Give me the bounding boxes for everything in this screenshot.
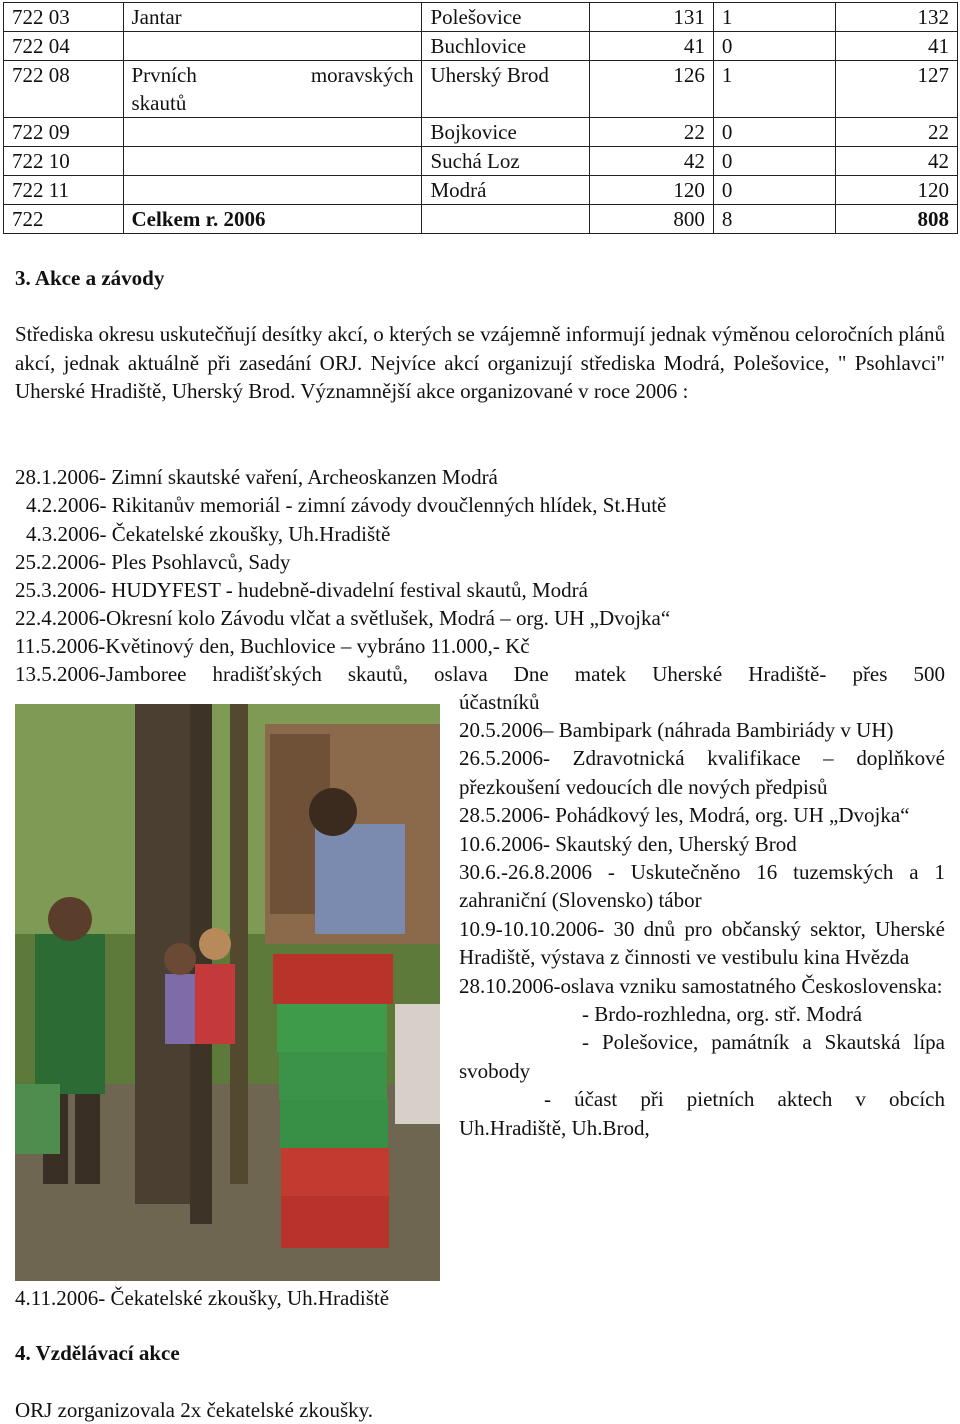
table-cell — [123, 32, 422, 61]
table-cell: 126 — [589, 61, 713, 118]
table-cell: Bojkovice — [422, 118, 589, 147]
event-item: 4.11.2006- Čekatelské zkoušky, Uh.Hradiště — [15, 1286, 390, 1310]
cell-text: Prvních — [131, 63, 197, 87]
table-cell — [422, 205, 589, 234]
table-cell: 42 — [589, 147, 713, 176]
event-item: 26.5.2006- Zdravotnická kvalifikace – doplňkové přezkoušení vedoucích dle nových předpisů — [459, 746, 945, 799]
table-cell: 1 — [713, 3, 835, 32]
table-cell: Jantar — [123, 3, 422, 32]
section-3-heading: 3. Akce a závody — [15, 266, 165, 290]
event-item: 25.3.2006- HUDYFEST - hudebně-divadelní festival skautů, Modrá — [15, 578, 588, 602]
event-item: 4.2.2006- Rikitanův memoriál - zimní závody dvoučlenných hlídek, St.Hutě — [26, 493, 667, 517]
event-item-continuation: účastníků — [459, 690, 540, 714]
event-item: 25.2.2006- Ples Psohlavců, Sady — [15, 550, 291, 574]
event-item: 22.4.2006-Okresní kolo Závodu vlčat a světlušek, Modrá – org. UH „Dvojka“ — [15, 606, 671, 630]
event-subitem: - Polešovice, památník a Skautská lípa svobody — [459, 1030, 945, 1083]
table-cell — [123, 176, 422, 205]
table-cell: 22 — [589, 118, 713, 147]
table-cell: 722 08 — [4, 61, 124, 118]
event-item: 4.3.2006- Čekatelské zkoušky, Uh.Hradiště — [26, 522, 391, 546]
table-row — [4, 118, 958, 147]
table-cell: Modrá — [422, 176, 589, 205]
table-cell: 722 09 — [4, 118, 124, 147]
table-cell: 127 — [835, 61, 957, 118]
event-item: 11.5.2006-Květinový den, Buchlovice – vybráno 11.000,- Kč — [15, 634, 530, 658]
table-cell: 22 — [835, 118, 957, 147]
table-cell: 41 — [589, 32, 713, 61]
table-cell: 0 — [713, 118, 835, 147]
section-4-text: ORJ zorganizovala 2x čekatelské zkoušky. — [15, 1398, 374, 1422]
event-item: 28.1.2006- Zimní skautské vaření, Archeoskanzen Modrá — [15, 465, 498, 489]
table-cell: Celkem r. 2006 — [123, 205, 422, 234]
table-cell: 722 11 — [4, 176, 124, 205]
table-row — [4, 176, 958, 205]
table-cell — [123, 147, 422, 176]
right-events-column — [459, 716, 945, 1142]
table-cell: 722 03 — [4, 3, 124, 32]
table-row — [4, 3, 958, 32]
table-cell: 808 — [835, 205, 957, 234]
table-row — [4, 61, 958, 118]
table-row — [4, 147, 958, 176]
table-cell: 0 — [713, 176, 835, 205]
table-cell: 722 04 — [4, 32, 124, 61]
table-cell: Buchlovice — [422, 32, 589, 61]
table-cell: 42 — [835, 147, 957, 176]
table-cell: Suchá Loz — [422, 147, 589, 176]
event-item: 20.5.2006– Bambipark (náhrada Bambiriády v UH) — [459, 718, 894, 742]
event-item: 10.9-10.10.2006- 30 dnů pro občanský sektor, Uherské Hradiště, výstava z činnosti ve vestibulu kina Hvězda — [459, 916, 945, 970]
table-cell: 722 — [4, 205, 124, 234]
table-cell: 132 — [835, 3, 957, 32]
table-cell: 120 — [835, 176, 957, 205]
event-item: 28.10.2006-oslava vzniku samostatného Československa: — [459, 973, 943, 998]
section-4-heading: 4. Vzdělávací akce — [15, 1341, 180, 1365]
table-cell: 120 — [589, 176, 713, 205]
table-cell: 131 — [589, 3, 713, 32]
table-cell: 0 — [713, 32, 835, 61]
table-cell: Uherský Brod — [422, 61, 589, 118]
table-cell: 1 — [713, 61, 835, 118]
cell-text: skautů — [131, 91, 187, 115]
table-cell — [123, 61, 422, 118]
event-item: 30.6.-26.8.2006 - Uskutečněno 16 tuzemských a 1 zahraniční (Slovensko) tábor — [459, 860, 945, 913]
cell-text: moravských — [310, 63, 414, 87]
event-subitem: - Brdo-rozhledna, org. stř. Modrá — [582, 1002, 863, 1027]
table-row-total — [4, 205, 958, 234]
table-row — [4, 32, 958, 61]
scouts-photo — [15, 704, 440, 1281]
table-cell: 722 10 — [4, 147, 124, 176]
table-cell: 41 — [835, 32, 957, 61]
table-cell: 8 — [713, 205, 835, 234]
event-item: 13.5.2006-Jamboree hradišťských skautů, oslava Dne matek Uherské Hradiště- přes 500 — [15, 662, 945, 686]
section-3-paragraph: Střediska okresu uskutečňují desítky akcí, o kterých se vzájemně informují jednak výměnou celoročních plánů akcí, jednak aktuálně při zasedání ORJ. Nejvíce akcí organizují střediska Modrá, Polešovice, " Psohlavci" Uherské Hradiště, Uherský Brod. Významnější akce organizované v roce 2006 : — [15, 322, 945, 403]
table-cell: 0 — [713, 147, 835, 176]
table-cell — [123, 118, 422, 147]
table-cell: 800 — [589, 205, 713, 234]
event-subitem: - účast při pietních aktech v obcích Uh.Hradiště, Uh.Brod, — [459, 1087, 945, 1140]
event-item: 28.5.2006- Pohádkový les, Modrá, org. UH „Dvojka“ — [459, 803, 910, 828]
district-stats-table — [3, 2, 958, 234]
event-item: 10.6.2006- Skautský den, Uherský Brod — [459, 831, 797, 856]
table-cell: Polešovice — [422, 3, 589, 32]
